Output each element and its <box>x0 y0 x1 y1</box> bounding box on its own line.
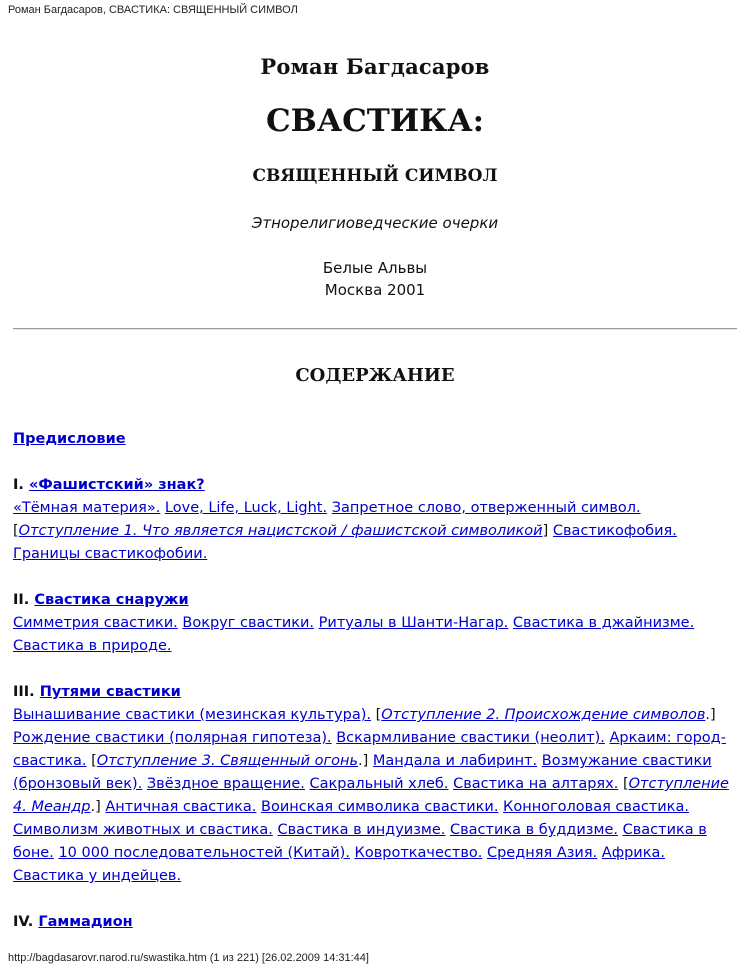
toc-chapter-3 <box>13 681 739 888</box>
toc-link[interactable]: Вынашивание свастики (мезинская культура). <box>13 707 371 723</box>
bracket-text: [ <box>375 707 382 723</box>
toc-link[interactable]: Свастика в природе. <box>13 638 172 654</box>
toc-link-chapter-3[interactable]: Путями свастики <box>39 684 181 700</box>
bracket-text: .] <box>90 799 101 815</box>
chapter-number: III. <box>13 684 35 700</box>
chapter-number: I. <box>13 477 24 493</box>
bracket-text: [ <box>13 523 19 539</box>
toc-link[interactable]: Свастика в боне. <box>13 822 707 861</box>
bracket-text: .] <box>358 753 369 769</box>
book-genre: Этнорелигиоведческие очерки <box>251 214 499 232</box>
toc-chapter-4 <box>13 911 739 934</box>
chapter-number: IV. <box>13 914 34 930</box>
horizontal-divider <box>13 328 737 330</box>
toc-link-chapter-2[interactable]: Свастика снаружи <box>34 592 189 608</box>
toc-link[interactable]: Сакральный хлеб. <box>309 776 449 792</box>
toc-link[interactable]: Аркаим: город-свастика. <box>13 730 726 769</box>
toc-chapter-1 <box>13 474 739 566</box>
toc-link[interactable]: Свастика в джайнизме. <box>512 615 695 631</box>
toc-link-preface[interactable]: Предисловие <box>13 431 126 447</box>
toc-link[interactable]: Ритуалы в Шанти-Нагар. <box>318 615 509 631</box>
chapter-number: II. <box>13 592 30 608</box>
toc-link[interactable]: Возмужание свастики (бронзовый век). <box>13 753 712 792</box>
book-subtitle: СВЯЩЕННЫЙ СИМВОЛ <box>252 166 498 186</box>
toc-link-chapter-4[interactable]: Гаммадион <box>38 914 133 930</box>
print-header: Роман Багдасаров, СВАСТИКА: СВЯЩЕННЫЙ СИМВОЛ <box>8 4 298 16</box>
toc-link[interactable]: Свастикофобия. <box>552 523 677 539</box>
toc-link[interactable]: Вокруг свастики. <box>182 615 315 631</box>
toc-link[interactable]: Вскармливание свастики (неолит). <box>336 730 605 746</box>
bracket-text: .] <box>705 707 716 723</box>
toc-link[interactable]: Ковроткачество. <box>354 845 483 861</box>
toc-link[interactable]: Свастика на алтарях. <box>453 776 619 792</box>
toc-link[interactable]: Африка. <box>601 845 665 861</box>
toc-link[interactable]: Свастика в индуизме. <box>277 822 446 838</box>
toc-link-digression-4[interactable]: Отступление 4. Меандр <box>13 776 729 815</box>
toc-link-chapter-1[interactable]: «Фашистский» знак? <box>28 477 205 493</box>
city-year: Москва 2001 <box>324 281 426 299</box>
table-of-contents <box>13 428 739 957</box>
bracket-text: [ <box>91 753 97 769</box>
bracket-text: [ <box>622 776 629 792</box>
toc-chapter-2 <box>13 589 739 658</box>
toc-link[interactable]: Рождение свастики (полярная гипотеза). <box>13 730 332 746</box>
toc-link[interactable]: Свастика в буддизме. <box>450 822 618 838</box>
toc-link[interactable]: Свастика у индейцев. <box>13 868 182 884</box>
print-footer: http://bagdasarovr.narod.ru/swastika.htm (1 из 221) [26.02.2009 14:31:44] <box>8 952 369 964</box>
bracket-text: ] <box>542 523 549 539</box>
toc-link[interactable]: Запретное слово, отверженный символ. <box>331 500 641 516</box>
toc-link[interactable]: Мандала и лабиринт. <box>372 753 538 769</box>
toc-heading: СОДЕРЖАНИЕ <box>295 365 455 386</box>
toc-link[interactable]: Воинская символика свастики. <box>261 799 499 815</box>
toc-link[interactable]: Средняя Азия. <box>486 845 598 861</box>
book-title: СВАСТИКА: <box>265 103 485 139</box>
toc-link[interactable]: Звёздное вращение. <box>146 776 305 792</box>
toc-link-digression-2[interactable]: Отступление 2. Происхождение символов <box>381 707 706 723</box>
toc-link[interactable]: Символизм животных и свастика. <box>13 822 273 838</box>
toc-link[interactable]: «Тёмная материя». <box>13 500 161 516</box>
toc-link[interactable]: Античная свастика. <box>105 799 257 815</box>
toc-link[interactable]: Конноголовая свастика. <box>503 799 689 815</box>
toc-link[interactable]: Love, Life, Luck, Light. <box>164 500 328 516</box>
toc-link[interactable]: Симметрия свастики. <box>13 615 178 631</box>
publisher: Белые Альвы <box>322 259 428 277</box>
toc-link-digression-1[interactable]: Отступление 1. Что является нацистской / фашистской символикой <box>18 523 543 539</box>
toc-link[interactable]: 10 000 последовательностей (Китай). <box>58 845 350 861</box>
author-name: Роман Багдасаров <box>260 54 490 79</box>
toc-link-digression-3[interactable]: Отступление 3. Священный огонь <box>96 753 358 769</box>
toc-link[interactable]: Границы свастикофобии. <box>13 546 208 562</box>
